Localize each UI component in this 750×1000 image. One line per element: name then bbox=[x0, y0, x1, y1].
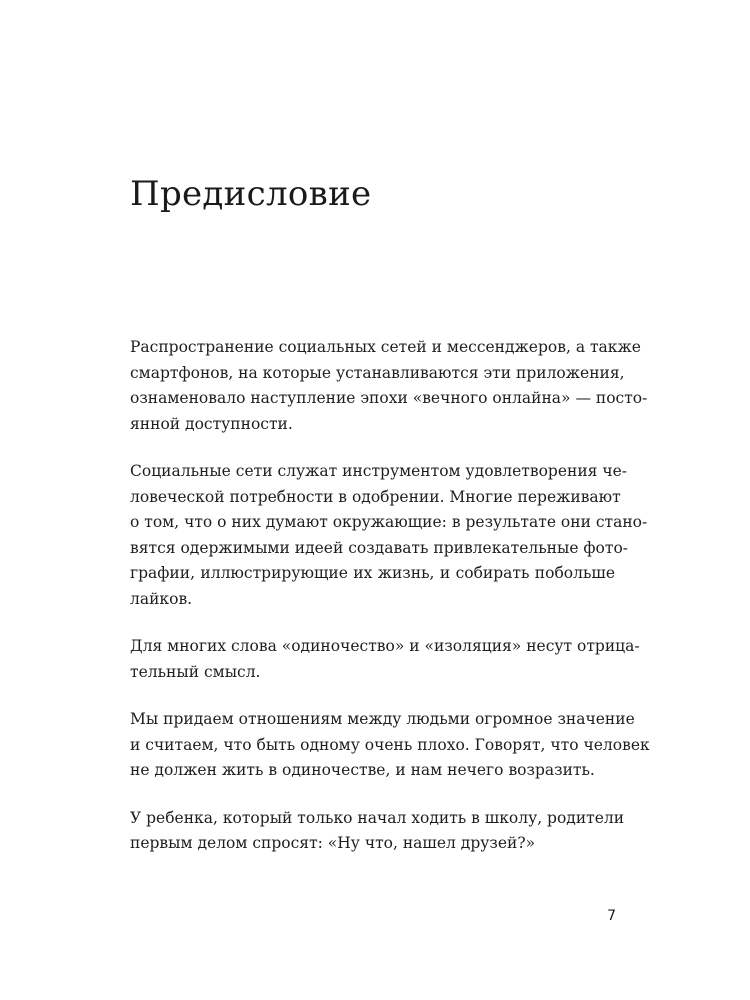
chapter-title: Предисловие bbox=[130, 174, 372, 214]
text-line: янной доступности. bbox=[130, 414, 293, 433]
text-line: графии, иллюстрирующие их жизнь, и собирать побольше bbox=[130, 564, 615, 582]
paragraph-5 bbox=[130, 806, 625, 857]
text-line: вятся одержимыми идеей создавать привлекательные фото- bbox=[130, 538, 629, 557]
text-line: лайков. bbox=[130, 589, 193, 608]
text-line: не должен жить в одиночестве, и нам нечего возразить. bbox=[130, 761, 595, 779]
text-line: и считаем, что быть одному очень плохо. Говорят, что человек bbox=[130, 735, 650, 754]
paragraph-1 bbox=[130, 335, 648, 437]
text-line: У ребенка, который только начал ходить в школу, родители bbox=[130, 808, 625, 827]
page-number: 7 bbox=[607, 908, 616, 924]
text-line: первым делом спросят: «Ну что, нашел друзей?» bbox=[130, 834, 536, 852]
text-line: ознаменовало наступление эпохи «вечного онлайна» — посто- bbox=[130, 389, 648, 407]
text-line: Для многих слова «одиночество» и «изоляция» несут отрица- bbox=[130, 637, 640, 655]
text-line: ловеческой потребности в одобрении. Многие переживают bbox=[130, 487, 621, 506]
text-line: Распространение социальных сетей и мессенджеров, а также bbox=[130, 338, 641, 356]
paragraph-2 bbox=[130, 459, 648, 612]
paragraph-3 bbox=[130, 634, 640, 685]
text-line: Мы придаем отношениям между людьми огромное значение bbox=[130, 710, 635, 728]
body-text bbox=[130, 335, 650, 879]
paragraph-4 bbox=[130, 707, 650, 784]
text-line: тельный смысл. bbox=[130, 662, 261, 681]
text-line: Социальные сети служат инструментом удовлетворения че- bbox=[130, 462, 628, 480]
text-line: смартфонов, на которые устанавливаются эти приложения, bbox=[130, 363, 625, 382]
text-line: о том, что о них думают окружающие: в результате они стано- bbox=[130, 513, 648, 531]
